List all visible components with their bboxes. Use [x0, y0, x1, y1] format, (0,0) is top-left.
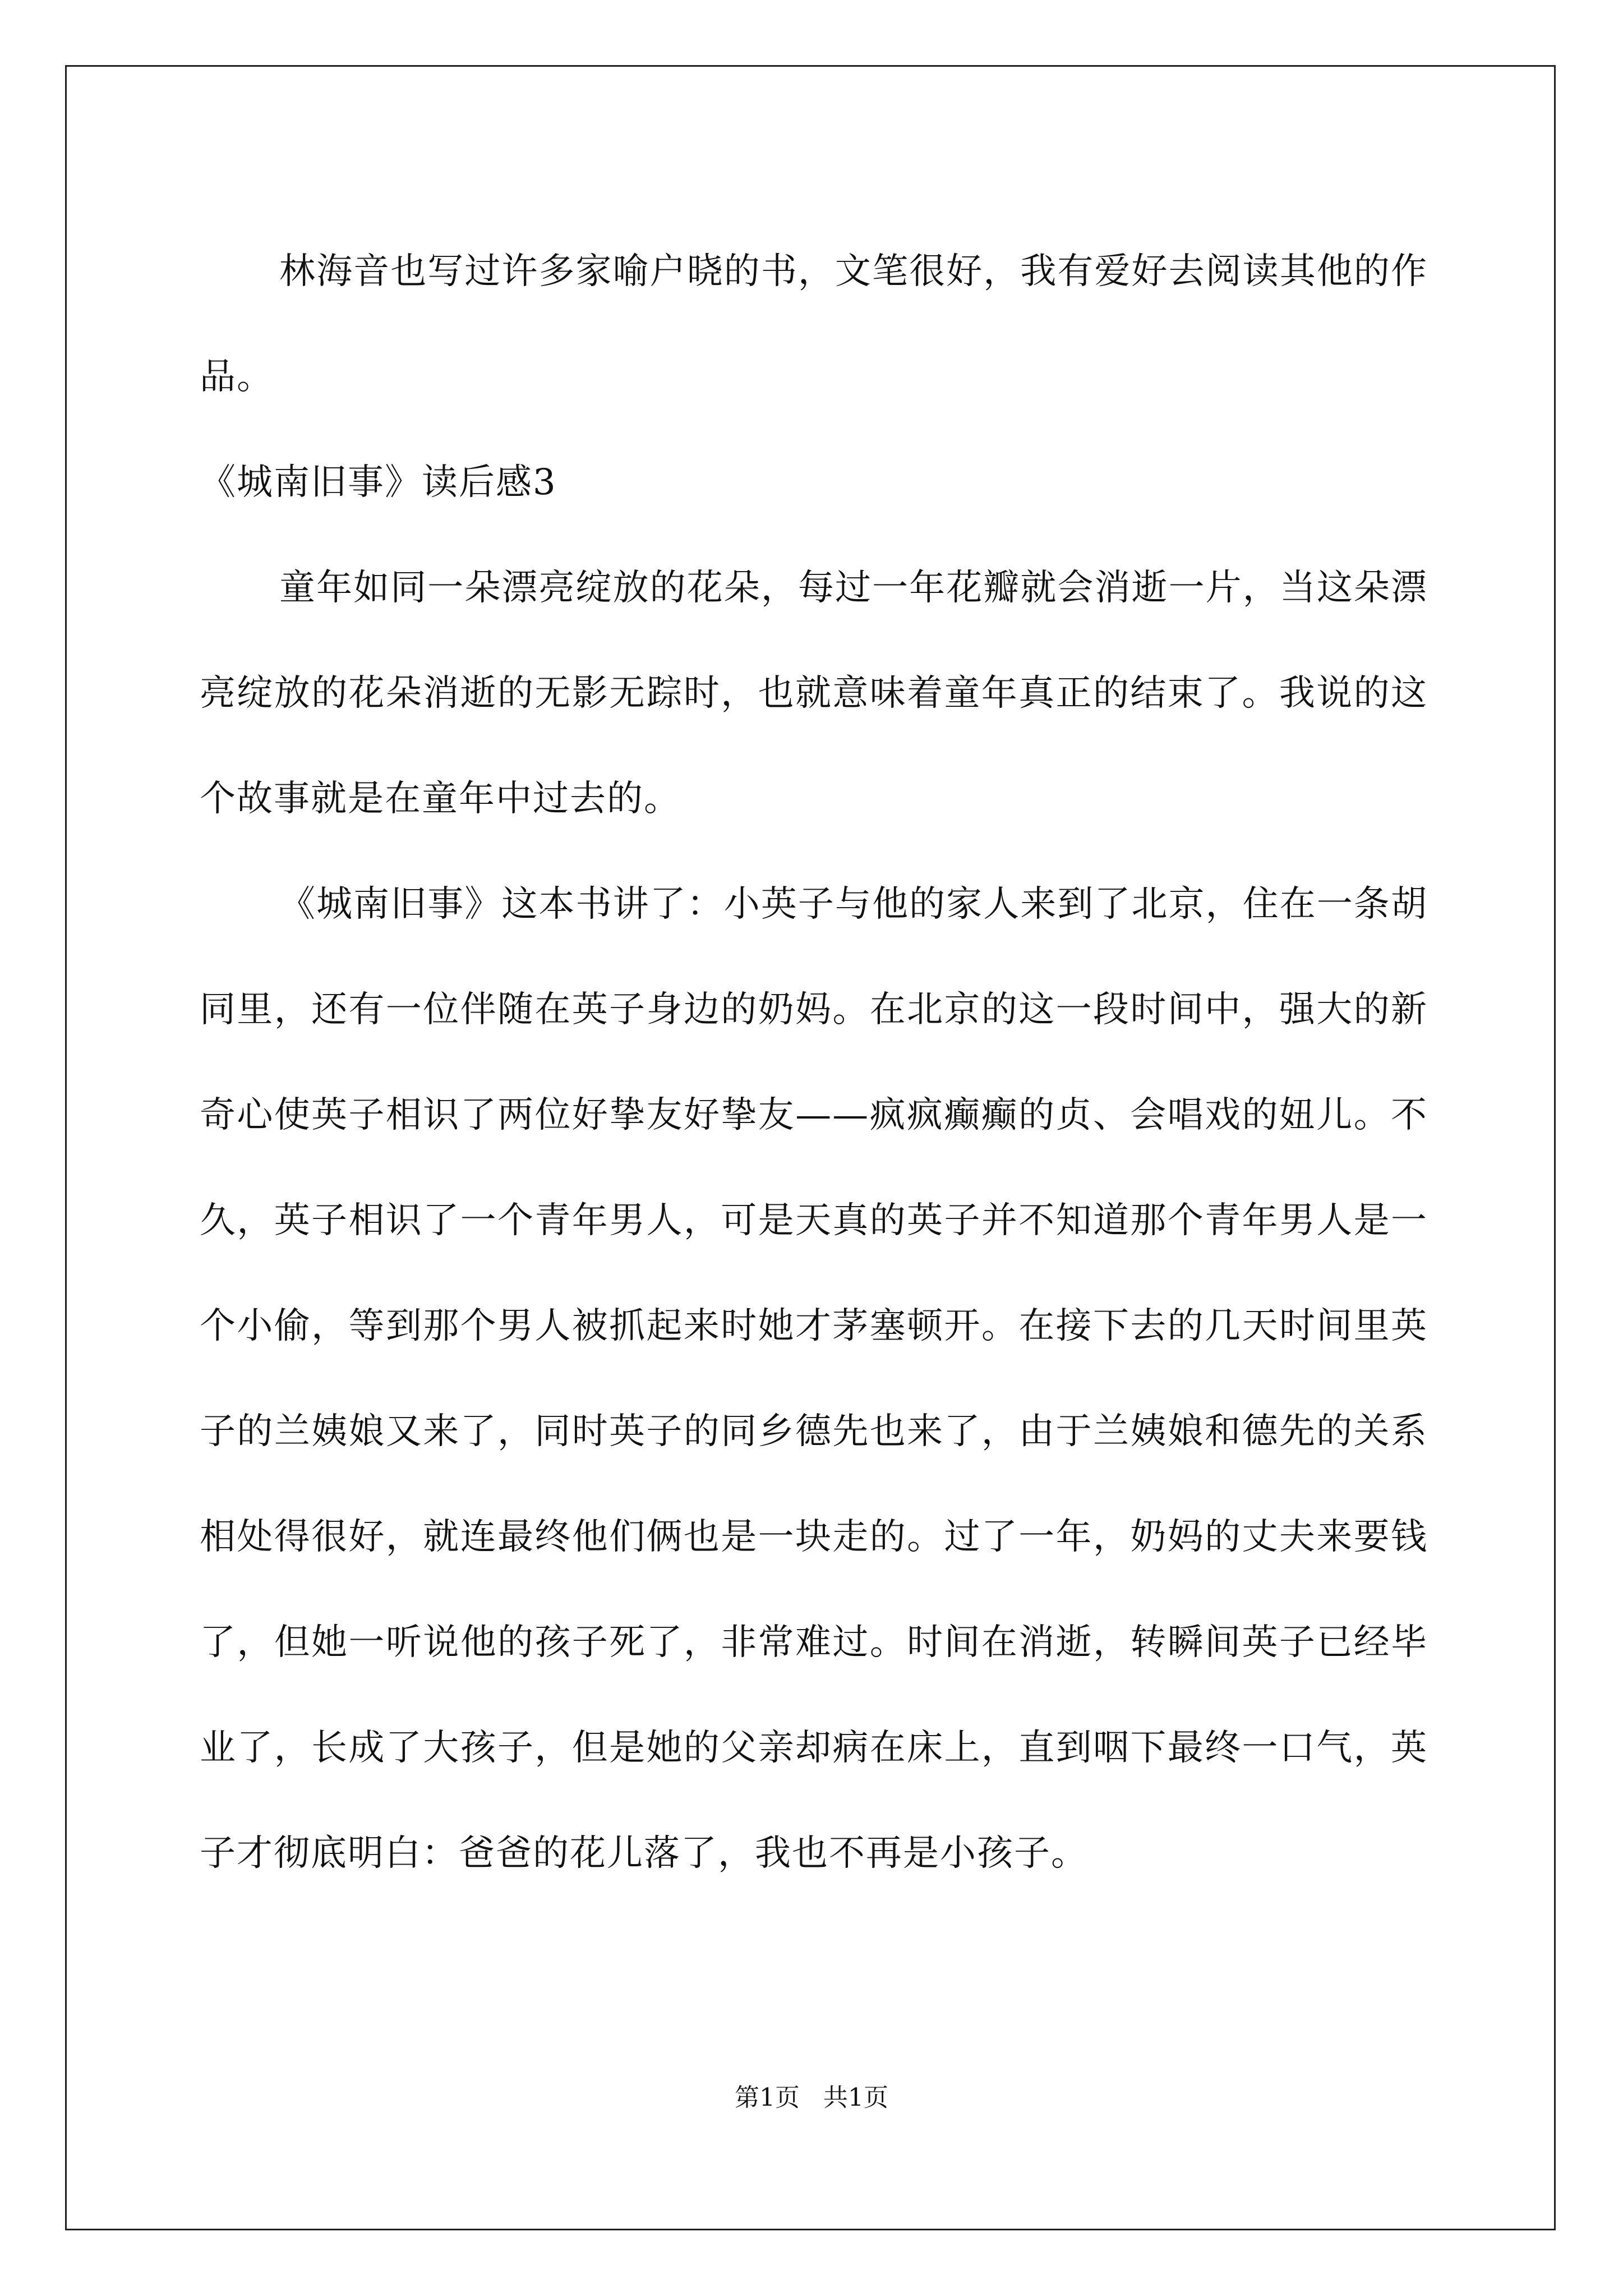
paragraph-childhood: 童年如同一朵漂亮绽放的花朵，每过一年花瓣就会消逝一片，当这朵漂亮绽放的花朵消逝的无影无踪时，也就意味着童年真正的结束了。我说的这个故事就是在童年中过去的。 — [200, 567, 1428, 820]
paragraph-author-works: 林海音也写过许多家喻户晓的书，文笔很好，我有爱好去阅读其他的作品。 — [200, 251, 1428, 398]
page-footer — [0, 2081, 1623, 2115]
section-heading: 《城南旧事》读后感3 — [200, 462, 557, 503]
page-total: 共1页 — [823, 2083, 888, 2112]
paragraph-book-summary: 《城南旧事》这本书讲了：小英子与他的家人来到了北京，住在一条胡同里，还有一位伴随在英子身边的奶妈。在北京的这一段时间中，强大的新奇心使英子相识了两位好挚友好挚友——疯疯癫癫的贞、会唱戏的妞儿。不久，英子相识了一个青年男人，可是天真的英子并不知道那个青年男人是一个小偷，等到那个男人被抓起来时她才茅塞顿开。在接下去的几天时间里英子的兰姨娘又来了，同时英子的同乡德先也来了，由于兰姨娘和德先的关系相处得很好，就连最终他们俩也是一块走的。过了一年，奶妈的丈夫来要钱了，但她一听说他的孩子死了，非常难过。时间在消逝，转瞬间英子已经毕业了，长成了大孩子，但是她的父亲却病在床上，直到咽下最终一口气，英子才彻底明白：爸爸的花儿落了，我也不再是小孩子。 — [200, 884, 1428, 1874]
page-number: 第1页 — [735, 2083, 800, 2112]
document-body — [200, 219, 1428, 1906]
